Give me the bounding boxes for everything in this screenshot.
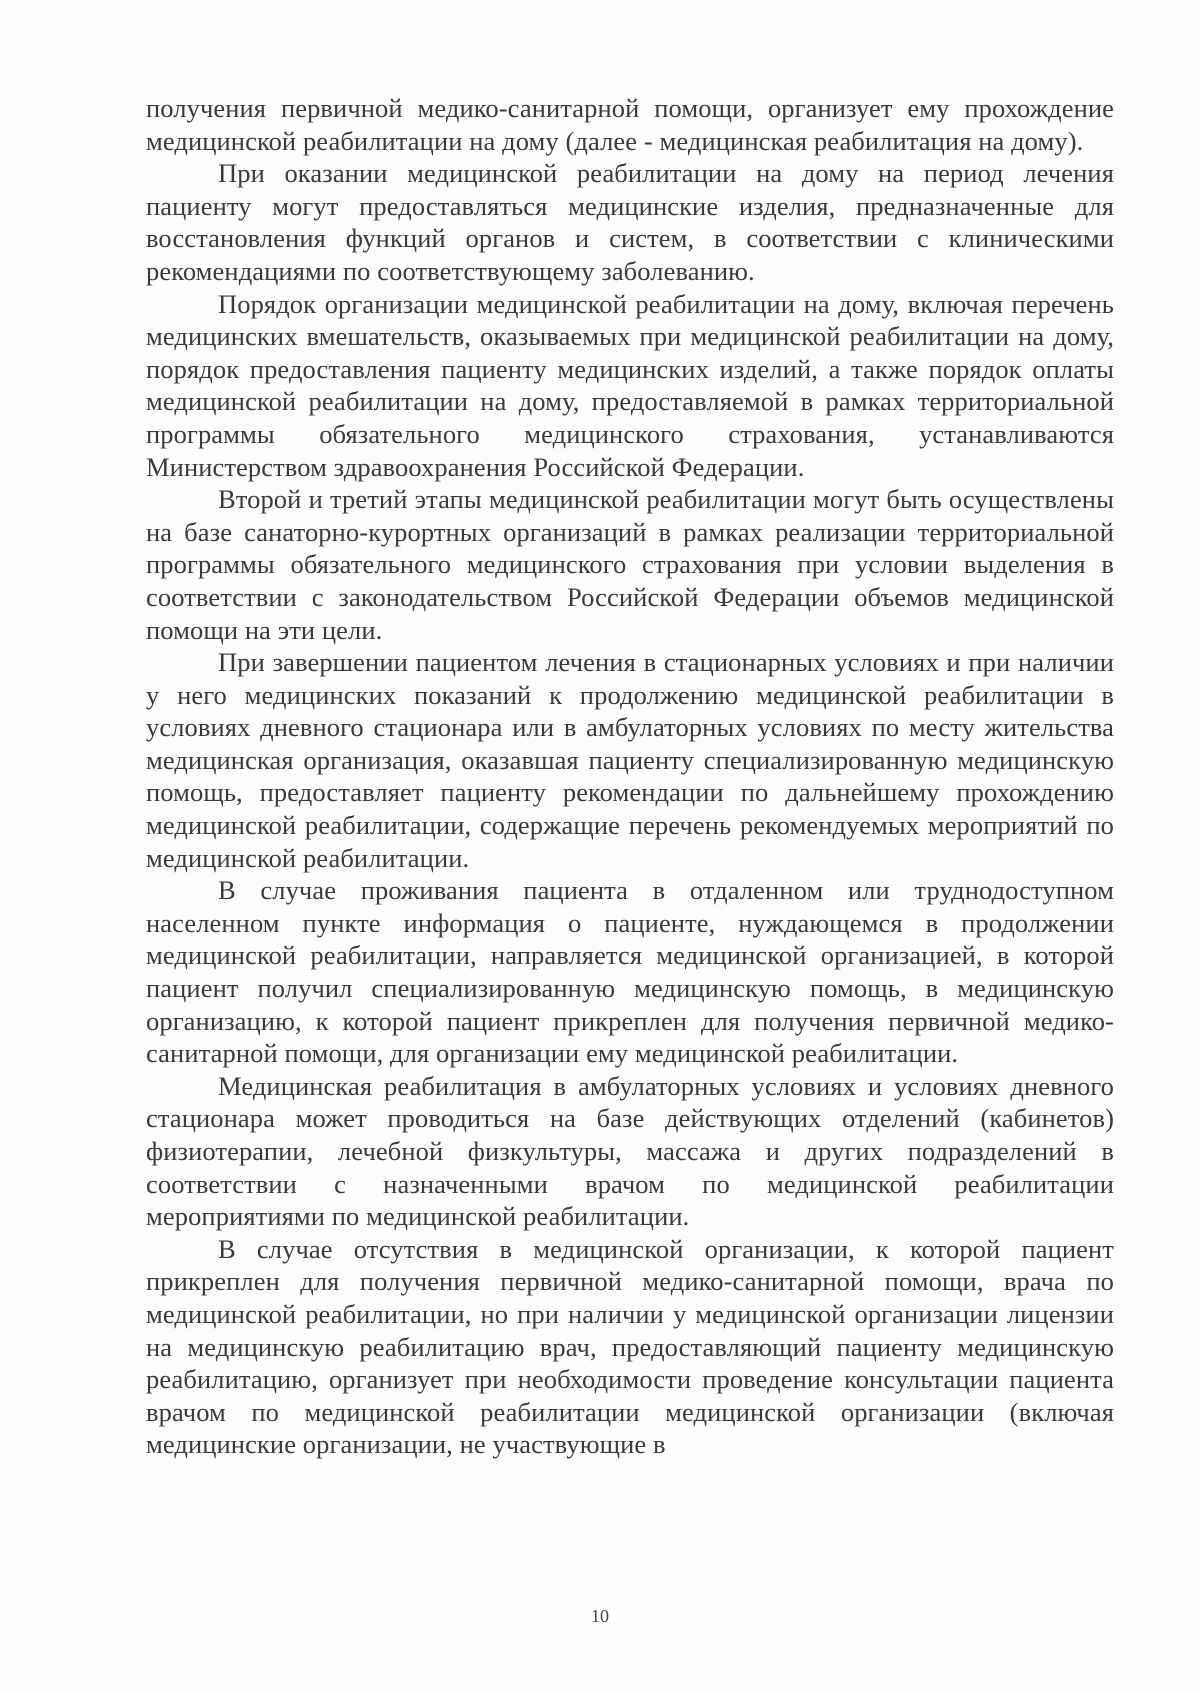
body-text <box>146 92 1114 1461</box>
paragraph-remote-residence: В случае проживания пациента в отдаленном или труднодоступном населенном пункте информация о пациенте, нуждающемся в продолжении медицинской реабилитации, направляется медицинской организацией, в которой пациент получил специализированную медицинскую помощь, в медицинскую организацию, к которой пациент прикреплен для получения первичной медико-санитарной помощи, для организации ему медицинской реабилитации. <box>146 875 1114 1069</box>
paragraph-discharge-recommendations: При завершении пациентом лечения в стационарных условиях и при наличии у него медицинских показаний к продолжению медицинской реабилитации в условиях дневного стационара или в амбулаторных условиях по месту жительства медицинская организация, оказавшая пациенту специализированную медицинскую помощь, предоставляет пациенту рекомендации по дальнейшему прохождению медицинской реабилитации, содержащие перечень рекомендуемых мероприятий по медицинской реабилитации. <box>146 647 1114 873</box>
paragraph-continuation: получения первичной медико-санитарной помощи, организует ему прохождение медицинской реабилитации на дому (далее - медицинская реабилитация на дому). <box>146 93 1114 156</box>
paragraph-outpatient-base: Медицинская реабилитация в амбулаторных условиях и условиях дневного стационара может проводиться на базе действующих отделений (кабинетов) физиотерапии, лечебной физкультуры, массажа и других подразделений в соответствии с назначенными врачом по медицинской реабилитации мероприятиями по медицинской реабилитации. <box>146 1070 1114 1232</box>
paragraph-medical-devices: При оказании медицинской реабилитации на дому на период лечения пациенту могут предоставляться медицинские изделия, предназначенные для восстановления функций органов и систем, в соответствии с клиническими рекомендациями по соответствующему заболеванию. <box>146 158 1114 286</box>
paragraph-no-rehab-doctor: В случае отсутствия в медицинской организации, к которой пациент прикреплен для получения первичной медико-санитарной помощи, врача по медицинской реабилитации, но при наличии у медицинской организации лицензии на медицинскую реабилитацию врач, предоставляющий пациенту медицинскую реабилитацию, организует при необходимости проведение консультации пациента врачом по медицинской реабилитации медицинской организации (включая медицинские организации, не участвующие в <box>146 1233 1114 1460</box>
paragraph-second-third-stage: Второй и третий этапы медицинской реабилитации могут быть осуществлены на базе санаторно-курортных организаций в рамках реализации территориальной программы обязательного медицинского страхования при условии выделения в соответствии с законодательством Российской Федерации объемов медицинской помощи на эти цели. <box>146 484 1114 645</box>
paragraph-home-rehab-procedure: Порядок организации медицинской реабилитации на дому, включая перечень медицинских вмешательств, оказываемых при медицинской реабилитации на дому, порядок предоставления пациенту медицинских изделий, а также порядок оплаты медицинской реабилитации на дому, предоставляемой в рамках территориальной программы обязательного медицинского страхования, устанавливаются Министерством здравоохранения Российской Федерации. <box>146 288 1114 482</box>
page-number: 10 <box>591 1606 609 1626</box>
